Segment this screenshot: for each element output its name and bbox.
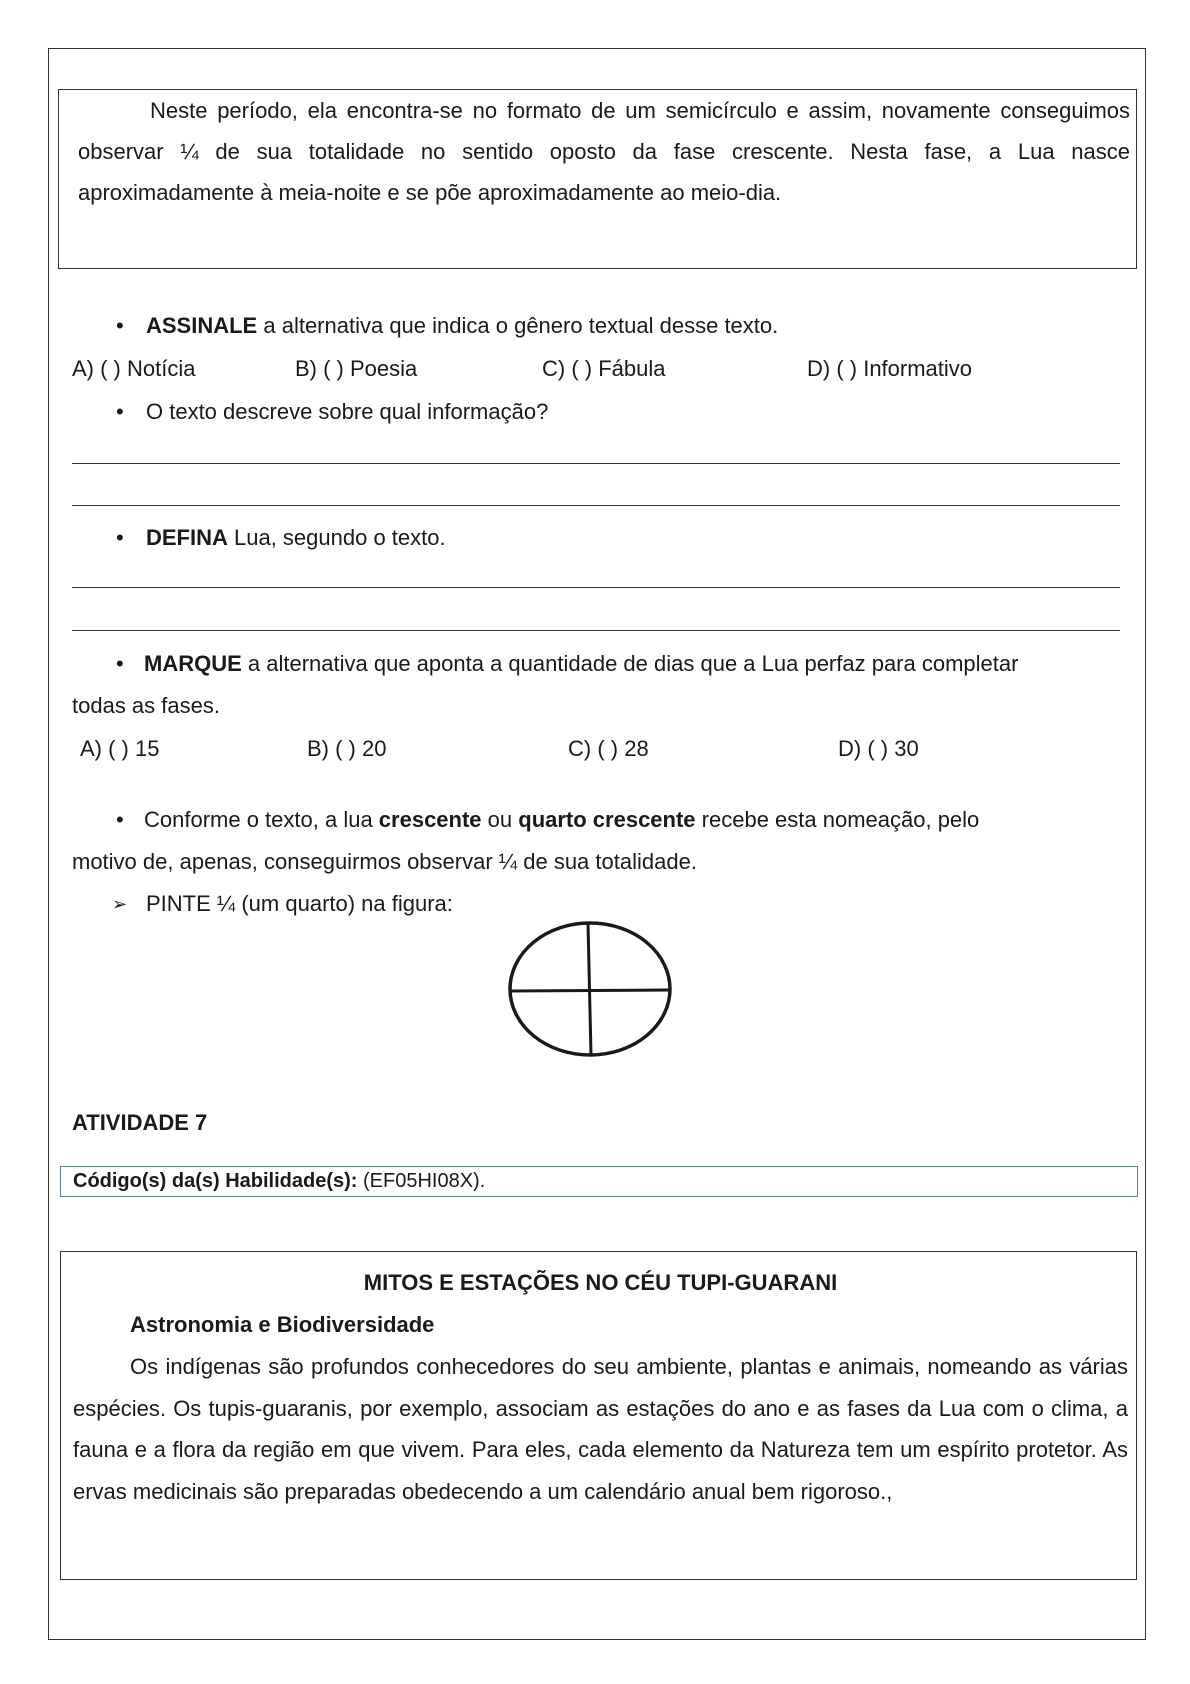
option-a[interactable]: A) ( ) 15 xyxy=(80,736,160,761)
horizontal-divider xyxy=(510,990,670,991)
option-b[interactable]: B) ( ) 20 xyxy=(307,736,387,761)
myth-body: Os indígenas são profundos conhecedores do seu ambiente, plantas e animais, nomeando as várias espécies. Os tupis-guaranis, por exemplo, associam as estações do ano e as fases da Lua com o clima, a fauna e a flora da região em que vivem. Para eles, cada elemento da Natureza tem um espírito protetor. As ervas medicinais são preparadas obedecendo a um calendário anual bem rigoroso., xyxy=(73,1354,1128,1504)
myth-title: MITOS E ESTAÇÕES NO CÉU TUPI-GUARANI xyxy=(363,1270,838,1295)
answer-line[interactable] xyxy=(72,463,1120,464)
option-d[interactable]: D) ( ) 30 xyxy=(838,736,919,761)
option-d[interactable]: D) ( ) Informativo xyxy=(807,356,973,381)
question-days: • MARQUE a alternativa que aponta a quantidade de dias que a Lua perfaz para completar todas as fases. xyxy=(72,643,1120,727)
days-options xyxy=(80,728,1120,770)
answer-line[interactable] xyxy=(72,630,1120,631)
bullet-icon: • xyxy=(116,313,124,338)
question-information: • O texto descreve sobre qual informação? xyxy=(146,391,548,433)
instruction-paint: ➢ PINTE ¼ (um quarto) na figura: xyxy=(146,883,453,925)
bullet-icon: • xyxy=(116,525,124,550)
arrow-bullet-icon: ➢ xyxy=(112,894,128,914)
option-c[interactable]: C) ( ) Fábula xyxy=(542,356,666,381)
option-b[interactable]: B) ( ) Poesia xyxy=(295,356,418,381)
bullet-icon: • xyxy=(116,651,124,676)
skills-code-box: Código(s) da(s) Habilidade(s): (EF05HI08X). xyxy=(60,1166,1138,1197)
bullet-icon: • xyxy=(116,807,124,832)
option-a[interactable]: A) ( ) Notícia xyxy=(72,356,196,381)
answer-line[interactable] xyxy=(72,505,1120,506)
question-genre: • ASSINALE a alternativa que indica o gênero textual desse texto. xyxy=(146,305,778,347)
intro-paragraph: Neste período, ela encontra-se no formato de um semicírculo e assim, novamente conseguimos observar ¼ de sua totalidade no sentido oposto da fase crescente. Nesta fase, a Lua nasce aproximadamente à meia-noite e se põe aproximadamente ao meio-dia. xyxy=(78,98,1130,205)
bullet-icon: • xyxy=(116,399,124,424)
circle-quarters-figure[interactable] xyxy=(500,915,680,1065)
genre-options xyxy=(72,348,1112,390)
myth-subtitle: Astronomia e Biodiversidade xyxy=(130,1312,435,1337)
intro-text-box xyxy=(58,89,1137,269)
activity-title: ATIVIDADE 7 xyxy=(72,1110,208,1135)
answer-line[interactable] xyxy=(72,587,1120,588)
option-c[interactable]: C) ( ) 28 xyxy=(568,736,649,761)
question-crescent: • Conforme o texto, a lua crescente ou quarto crescente recebe esta nomeação, pelo motivo de, apenas, conseguirmos observar ¼ de sua totalidade. xyxy=(72,799,1120,883)
question-define-moon: • DEFINA Lua, segundo o texto. xyxy=(146,517,446,559)
myth-text-box xyxy=(60,1251,1137,1580)
